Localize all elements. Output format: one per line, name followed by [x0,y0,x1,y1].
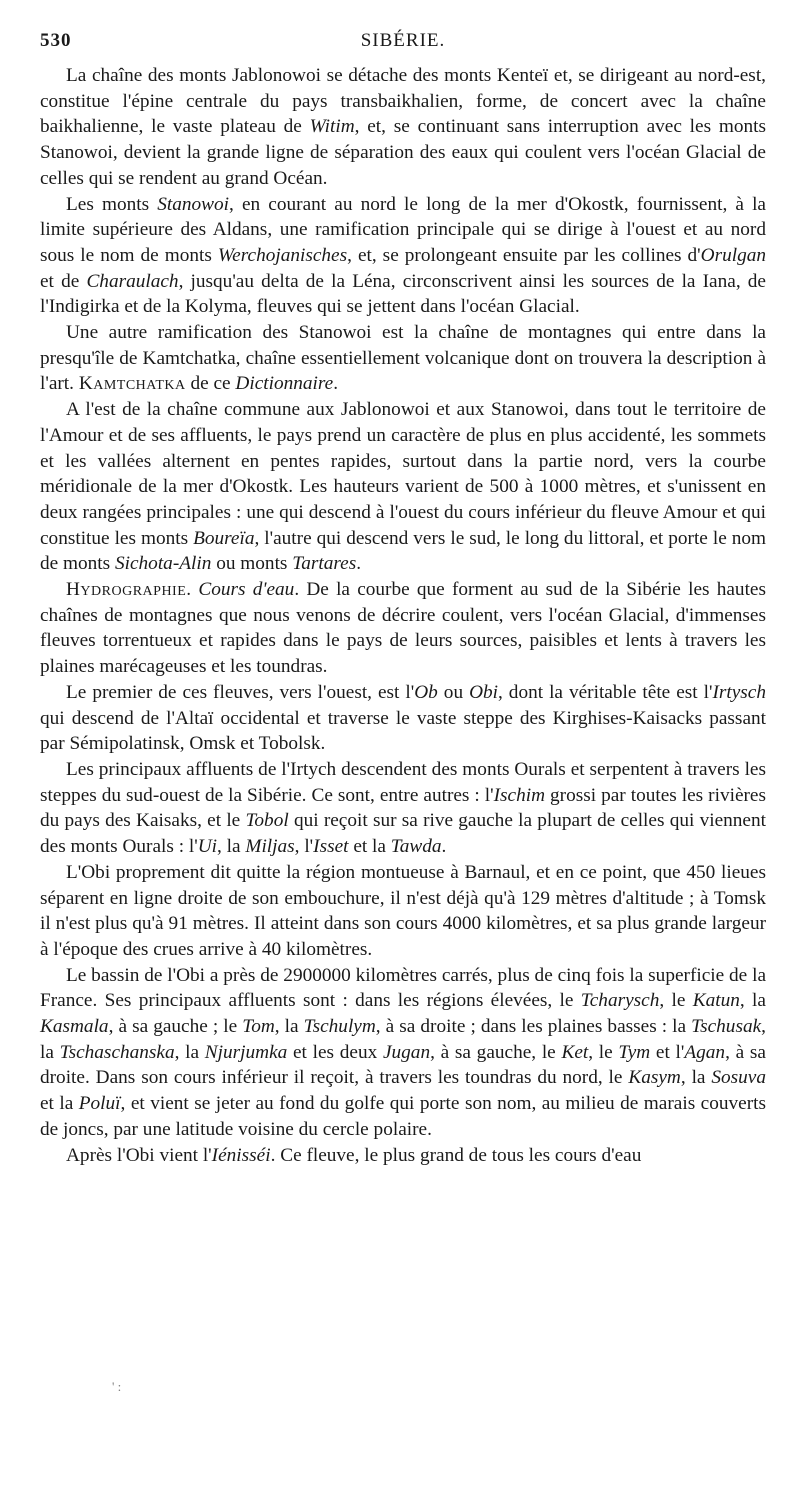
text-run: , et, se prolongeant ensuite par les collines d' [347,244,701,266]
text-run: qui reçoit sur sa rive gauche la plupart de celles qui viennent des monts Ourals : l' [40,810,766,858]
text-run: La chaîne des monts Jablonowoi se détache des monts Kenteï et, se dirigeant au nord-est, constitue l'épine centrale du pays transbaikhalien, forme, de concert avec la chaîne baikhalienne, le vaste plateau de [40,65,766,138]
text-run: qui descend de l'Altaï occidental et traverse le vaste steppe des Kirghises-Kaisacks passant par Sémipolatinsk, Omsk et Tobolsk. [40,707,766,755]
text-run: , le [659,990,693,1012]
italic-term: Tcharysch [580,990,660,1012]
text-run: Une autre ramification des Stanowoi est la chaîne de montagnes qui entre dans la presqu'île de Kamtchatka, chaîne essentiellement volcanique dont on trouvera la description à l'art. [40,322,766,395]
text-run: . [186,579,199,601]
text-run: . [356,553,362,575]
italic-term: Tym [618,1041,651,1063]
text-run: , dont la véritable tête est l' [498,681,713,703]
text-run: grossi par toutes les rivières du pays des Kaisaks, et le [40,784,766,832]
italic-term: Charaulach [86,270,179,292]
text-run: et de [40,270,87,292]
paragraph-p4 [40,397,766,577]
text-run: Le bassin de l'Obi a près de 2900000 kilomètres carrés, plus de cinq fois la superficie de la France. Ses principaux affluents sont : dans les régions élevées, le [40,964,766,1012]
text-run: , la [274,1016,304,1038]
text-run: Les monts [66,193,158,215]
running-header [40,30,766,56]
page-number: 530 [40,30,72,51]
paragraph-p8 [40,860,766,963]
text-run: ou monts [211,553,293,575]
text-run: , à sa droite ; dans les plaines basses : la [375,1016,692,1038]
text-run: , et, se continuant sans interruption avec les monts Stanowoi, devient la grande ligne de séparation des eaux qui coulent vers l'océan Glacial de celles qui se rendent au grand Océan. [40,116,767,189]
italic-term: Tschulym [303,1016,376,1038]
paragraph-p6 [40,680,766,757]
italic-term: Katun [692,990,740,1012]
text-run: . De la courbe que forment au sud de la Sibérie les hautes chaînes de montagnes que nous venons de décrire coulent, vers l'océan Glacial, d'immenses fleuves torrentueux et rapides dans le pays de leurs sources, paisibles et lents à travers les plaines marécageuses et les toundras. [40,579,766,678]
text-run: A l'est de la chaîne commune aux Jablonowoi et aux Stanowoi, dans tout le territoire de l'Amour et de ses affluents, le pays prend un caractère de plus en plus accidenté, les sommets et les vallées alternent en pentes rapides, surtout dans la partie nord, vers la courbe méridionale de la mer d'Okostk. Les hauteurs varient de 500 à 1000 mètres, et s'unissent en deux rangées principales : une qui descend à l'ouest du cours inférieur du fleuve Amour et qui constitue les monts [40,399,766,549]
stray-mark: ' : [112,1379,122,1394]
italic-term: Ischim [493,784,546,806]
italic-term: Boureïa [193,527,255,549]
text-run: , la [40,1016,766,1063]
text-run: L'Obi proprement dit quitte la région montueuse à Barnaul, et en ce point, que 450 lieues séparent en ligne droite de son embouchure, il n'est déjà qu'à 129 mètres d'altitude ; à Tomsk il n'est plus qu'à 91 mètres. Il atteint dans son cours 4000 kilomètres, et sa plus grande largeur à l'époque des crues arrive à 40 kilomètres. [40,861,766,960]
text-run: . [333,373,339,395]
italic-term: Tom [242,1016,275,1038]
italic-term: Irtysch [712,681,767,703]
italic-term: Ket [561,1041,589,1063]
text-run: , à sa gauche, le [430,1041,562,1063]
small-caps-term: Kamtchatka [78,373,186,395]
small-caps-term: Hydrographie [66,579,187,601]
paragraph-p3 [40,320,766,397]
text-run: , le [588,1041,619,1063]
text-run: et l' [650,1041,685,1063]
italic-term: Sichota-Alin [114,553,212,575]
text-run: . [441,836,447,858]
paragraph-p2 [40,192,766,321]
running-title: SIBÉRIE. [360,30,446,51]
italic-term: Tschaschanska [59,1041,175,1063]
italic-term: Obi [469,681,498,703]
text-run: , la [217,836,246,858]
italic-term: Werchojanisches [217,244,348,266]
body-text [40,63,766,1168]
text-run: , l'autre qui descend vers le sud, le long du littoral, et porte le nom de monts [40,527,766,575]
italic-term: Witim [309,116,355,138]
paragraph-p1 [40,63,766,192]
text-run: ou [437,681,470,703]
text-run: Les principaux affluents de l'Irtych descendent des monts Ourals et serpentent à travers les steppes du sud-ouest de la Sibérie. Ce sont, entre autres : l' [40,758,766,806]
text-run: et la [348,836,391,858]
text-run: . Ce fleuve, le plus grand de tous les cours d'eau [270,1144,642,1166]
italic-term: Tschusak [691,1016,762,1038]
text-run: , la [680,1067,712,1089]
italic-term: Iénisséi [211,1144,271,1166]
text-run: de ce [185,373,236,395]
text-run: Le premier de ces fleuves, vers l'ouest, est l' [66,681,415,703]
text-run: , jusqu'au delta de la Léna, circonscrivent ainsi les sources de la Iana, de l'Indigirka et de la Kolyma, fleuves qui se jettent dans l'océan Glacial. [40,270,766,318]
text-run: et la [40,1093,79,1115]
italic-term: Kasym [628,1067,681,1089]
paragraph-p5 [40,577,766,680]
text-run: , à sa droite. Dans son cours inférieur il reçoit, à travers les toundras du nord, le [40,1041,766,1089]
text-run: et les deux [287,1041,383,1063]
text-run: , à sa gauche ; le [108,1016,243,1038]
italic-term: Agan [684,1041,726,1063]
text-run: , l' [294,836,314,858]
text-run: , en courant au nord le long de la mer d'Okostk, fournissent, à la limite supérieure des Aldans, une ramification principale qui se dirige à l'ouest et au nord sous le nom de monts [40,193,766,266]
italic-term: Orulgan [700,244,767,266]
italic-term: Tawda [390,836,442,858]
italic-term: Ob [414,681,438,703]
italic-term: Kasmala [40,1016,109,1038]
italic-term: Sosuva [711,1067,766,1089]
text-run: , la [174,1041,205,1063]
italic-term: Poluï [78,1093,121,1115]
italic-term: Stanowoi [157,193,230,215]
text-run: Après l'Obi vient l' [66,1144,212,1166]
italic-term: Dictionnaire [235,373,334,395]
italic-term: Miljas [245,836,295,858]
italic-term: Tobol [245,810,289,832]
paragraph-p9 [40,963,766,1143]
italic-term: Ui [197,836,217,858]
italic-term: Jugan [382,1041,431,1063]
text-run: , et vient se jeter au fond du golfe qui porte son nom, au milieu de marais couverts de joncs, par une latitude voisine du cercle polaire. [40,1093,766,1140]
italic-term: Cours d'eau [198,579,295,601]
italic-term: Isset [313,836,349,858]
paragraph-p10 [40,1143,766,1169]
paragraph-p7 [40,757,766,860]
text-run: , la [739,990,766,1012]
italic-term: Njurjumka [204,1041,288,1063]
italic-term: Tartares [292,553,357,575]
